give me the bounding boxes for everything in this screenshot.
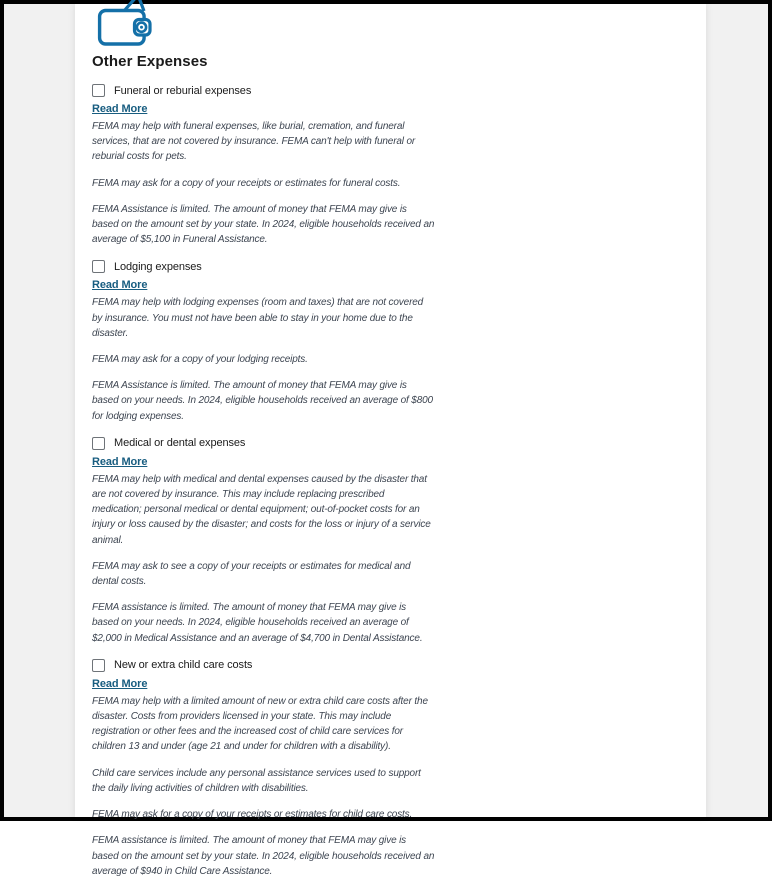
other-expenses-form — [75, 4, 435, 879]
expense-checkbox[interactable] — [92, 659, 105, 672]
description-paragraph: FEMA Assistance is limited. The amount of money that FEMA may give is based on the amount set by your state. In 2024, eligible households received an average of $5,100 in Funeral Assistance. — [92, 203, 435, 246]
expense-checkbox[interactable] — [92, 84, 105, 97]
expense-checkbox-row[interactable] — [92, 436, 435, 451]
section-paragraphs — [92, 119, 435, 247]
expense-checkbox-row[interactable] — [92, 83, 435, 98]
read-more-link[interactable]: Read More — [92, 677, 148, 690]
content-card — [75, 4, 706, 877]
expense-checkbox[interactable] — [92, 260, 105, 273]
description-paragraph: FEMA may ask for a copy of your receipts or estimates for child care costs. — [92, 809, 413, 821]
description-paragraph: FEMA assistance is limited. The amount of money that FEMA may give is based on the amount set by your state. In 2024, eligible households received an average of $940 in Child Care Assistance. — [92, 835, 435, 877]
description-paragraph: FEMA may help with a limited amount of new or extra child care costs after the disaster. Costs from providers licensed in your state. This may include registration or other fees and the increased cost of child care services for children 13 and under (age 21 and under for children with a disability). — [92, 695, 428, 753]
expense-section — [92, 436, 435, 646]
description-paragraph: FEMA may help with medical and dental expenses caused by the disaster that are not covered by insurance. This may include replacing prescribed medication; personal medical or dental equipment; out-of-pocket costs for an injury or loss caused by the disaster; and costs for the loss or injury of a service animal. — [92, 473, 431, 546]
description-paragraph: FEMA may help with lodging expenses (room and taxes) that are not covered by insurance. You must not have been able to stay in your home due to the disaster. — [92, 297, 424, 339]
expense-checkbox[interactable] — [92, 437, 105, 450]
expense-options-list — [92, 83, 435, 879]
section-paragraphs — [92, 694, 435, 879]
checkbox-label: Funeral or reburial expenses — [114, 84, 252, 97]
wallet-icon — [96, 4, 154, 44]
description-paragraph: FEMA assistance is limited. The amount of money that FEMA may give is based on your needs. In 2024, eligible households received an average of $2,000 in Medical Assistance and an average of $4,700 in Dental Assistance. — [92, 602, 423, 644]
section-paragraphs — [92, 295, 435, 423]
expense-section — [92, 259, 435, 423]
description-paragraph: FEMA may ask to see a copy of your receipts or estimates for medical and dental costs. — [92, 560, 411, 588]
description-paragraph: Child care services include any personal assistance services used to support the daily living activities of children with disabilities. — [92, 767, 421, 794]
checkbox-label: New or extra child care costs — [114, 659, 253, 672]
description-paragraph: FEMA may ask for a copy of your receipts or estimates for funeral costs. — [92, 177, 401, 189]
expense-checkbox-row[interactable] — [92, 658, 435, 673]
checkbox-label: Lodging expenses — [114, 260, 202, 273]
checkbox-label: Medical or dental expenses — [114, 437, 246, 450]
section-paragraphs — [92, 472, 435, 646]
read-more-link[interactable]: Read More — [92, 279, 148, 292]
description-paragraph: FEMA may ask for a copy of your lodging receipts. — [92, 354, 308, 366]
page-title: Other Expenses — [92, 53, 208, 70]
description-paragraph: FEMA may help with funeral expenses, like burial, cremation, and funeral services, that are not covered by insurance. FEMA can't help with funeral or reburial costs for pets. — [92, 121, 416, 163]
expense-checkbox-row[interactable] — [92, 259, 435, 274]
read-more-link[interactable]: Read More — [92, 103, 148, 115]
expense-section — [92, 83, 435, 247]
description-paragraph: FEMA Assistance is limited. The amount of money that FEMA may give is based on your needs. In 2024, eligible households received an average of $800 for lodging expenses. — [92, 380, 433, 422]
expense-section — [92, 658, 435, 879]
read-more-link[interactable]: Read More — [92, 455, 148, 468]
